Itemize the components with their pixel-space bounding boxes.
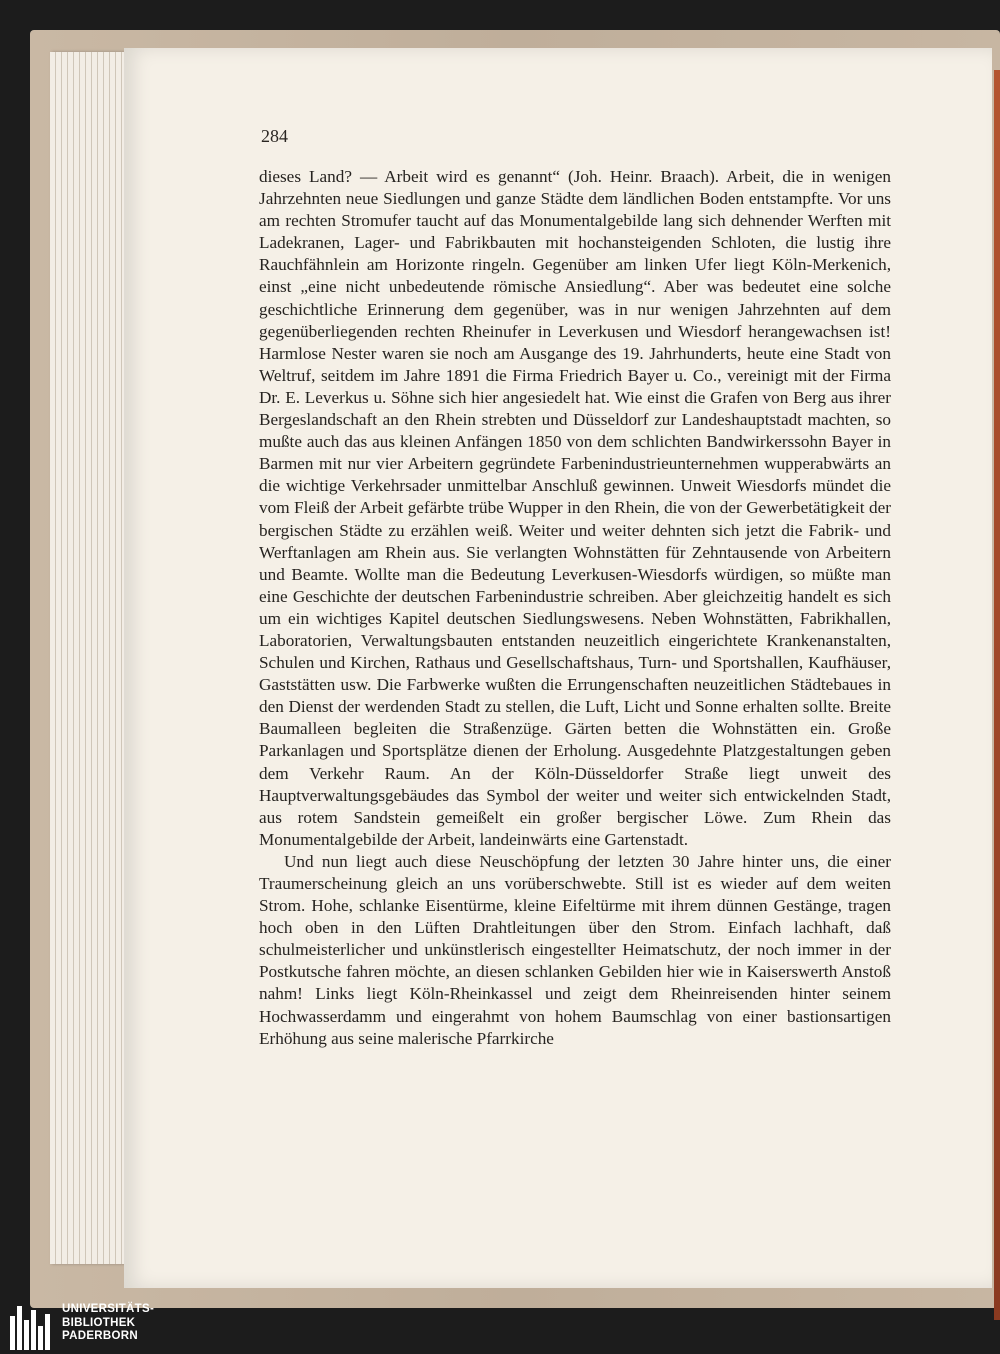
library-logo: [10, 1301, 200, 1353]
page-number: 284: [261, 126, 288, 146]
paragraph-1: dieses Land? — Arbeit wird es genannt“ (Joh. Heinr. Braach). Arbeit, die in wenigen Jahrzehnten neue Siedlungen und ganze Städte dem ländlichen Boden entstampfte. Vor uns am rechten Stromufer taucht auf das Monumentalgebilde lang sich dehnender Werften mit Ladekranen, Lager- und Fabrikbauten mit hochansteigenden Schloten, die lustig ihre Rauchfähnlein am Horizonte ringeln. Gegenüber am linken Ufer liegt Köln-Merkenich, einst „eine nicht unbedeutende römische Ansiedlung“. Aber was bedeutet eine solche geschichtliche Erinnerung dem gegenüber, was in nur wenigen Jahrzehnten auf dem gegenüberliegenden rechten Rheinufer in Leverkusen und Wiesdorf herangewachsen ist! Harmlose Nester waren sie noch am Ausgange des 19. Jahrhunderts, heute eine Stadt von Weltruf, seitdem im Jahre 1891 die Firma Friedrich Bayer u. Co., vereinigt mit der Firma Dr. E. Leverkus u. Söhne sich hier angesiedelt hat. Wie einst die Grafen von Berg aus ihrer Bergeslandschaft an den Rhein strebten und Düsseldorf zur Landeshauptstadt machten, so mußte auch das aus kleinen Anfängen 1850 von dem schlichten Bandwirkerssohn Bayer in Barmen mit nur vier Arbeitern gegründete Farbenindustrieunternehmen wupperabwärts an die wichtige Verkehrsader unmittelbar Anschluß gewinnen. Unweit Wiesdorfs mündet die vom Fleiß der Arbeit gefärbte trübe Wupper in den Rhein, die von der Gewerbetätigkeit der bergischen Städte zu erzählen weiß. Weiter und weiter dehnten sich jetzt die Fabrik- und Werftanlagen am Rhein aus. Sie verlangten Wohnstätten für Zehntausende von Arbeitern und Beamte. Wollte man die Bedeutung Leverkusen-Wiesdorfs würdigen, so müßte man eine Geschichte der deutschen Farbenindustrie schreiben. Aber gleichzeitig handelt es sich um ein wichtiges Kapitel deutschen Siedlungswesens. Neben Wohnstätten, Fabrikhallen, Laboratorien, Verwaltungsbauten entstanden neuzeitlich eingerichtete Krankenanstalten, Schulen und Kirchen, Rathaus und Gesellschaftshaus, Turn- und Sportshallen, Kaufhäuser, Gaststätten usw. Die Farbwerke wußten die Errungenschaften neuzeitlichen Städtebaues in den Dienst der werdenden Stadt zu stellen, die Luft, Licht und Sonne erhalten sollte. Breite Baumalleen begleiten die Straßenzüge. Gärten betten die Wohnstätten ein. Große Parkanlagen und Sportsplätze dienen der Erholung. Ausgedehnte Platzgestaltungen geben dem Verkehr Raum. An der Köln-Düsseldorfer Straße liegt unweit des Hauptverwaltungsgebäudes das Symbol der weiter und weiter sich entwickelnden Stadt, aus rotem Sandstein gemeißelt ein großer bergischer Löwe. Zum Rhein das Monumentalgebilde der Arbeit, landeinwärts eine Gartenstadt.: [259, 167, 891, 849]
cover-edge: [994, 70, 1000, 1320]
logo-text: [62, 1303, 154, 1344]
logo-line-3: PADERBORN: [62, 1330, 138, 1342]
logo-line-2: BIBLIOTHEK: [62, 1316, 136, 1329]
page-stack: [50, 52, 125, 1264]
logo-line-1: UNIVERSITÄTS-: [62, 1303, 155, 1315]
paragraph-2: Und nun liegt auch diese Neuschöpfung der letzten 30 Jahre hinter uns, die einer Traumerscheinung gleich an uns vorüberschwebte. Still ist es wieder auf dem weiten Strom. Hohe, schlanke Eisentürme, kleine Eifeltürme mit ihrem dünnen Gestänge, tragen hoch oben in den Lüften Drahtleitungen über den Strom. Einfach lachhaft, daß schulmeisterlicher und unkünstlerisch eingestellter Heimatschutz, der noch immer in der Postkutsche fahren möchte, an diesen schlanken Gebilden hier wie in Kaiserswerth Anstoß nahm! Links liegt Köln-Rheinkassel und zeigt dem Rheinreisenden hinter seinem Hochwasserdamm und eingerahmt von hohem Baumschlag von einer bastionsartigen Erhöhung aus seine malerische Pfarrkirche: [259, 851, 891, 1048]
logo-bars-icon: [10, 1304, 54, 1350]
body-text: [259, 166, 891, 1050]
book-page: [124, 48, 992, 1288]
